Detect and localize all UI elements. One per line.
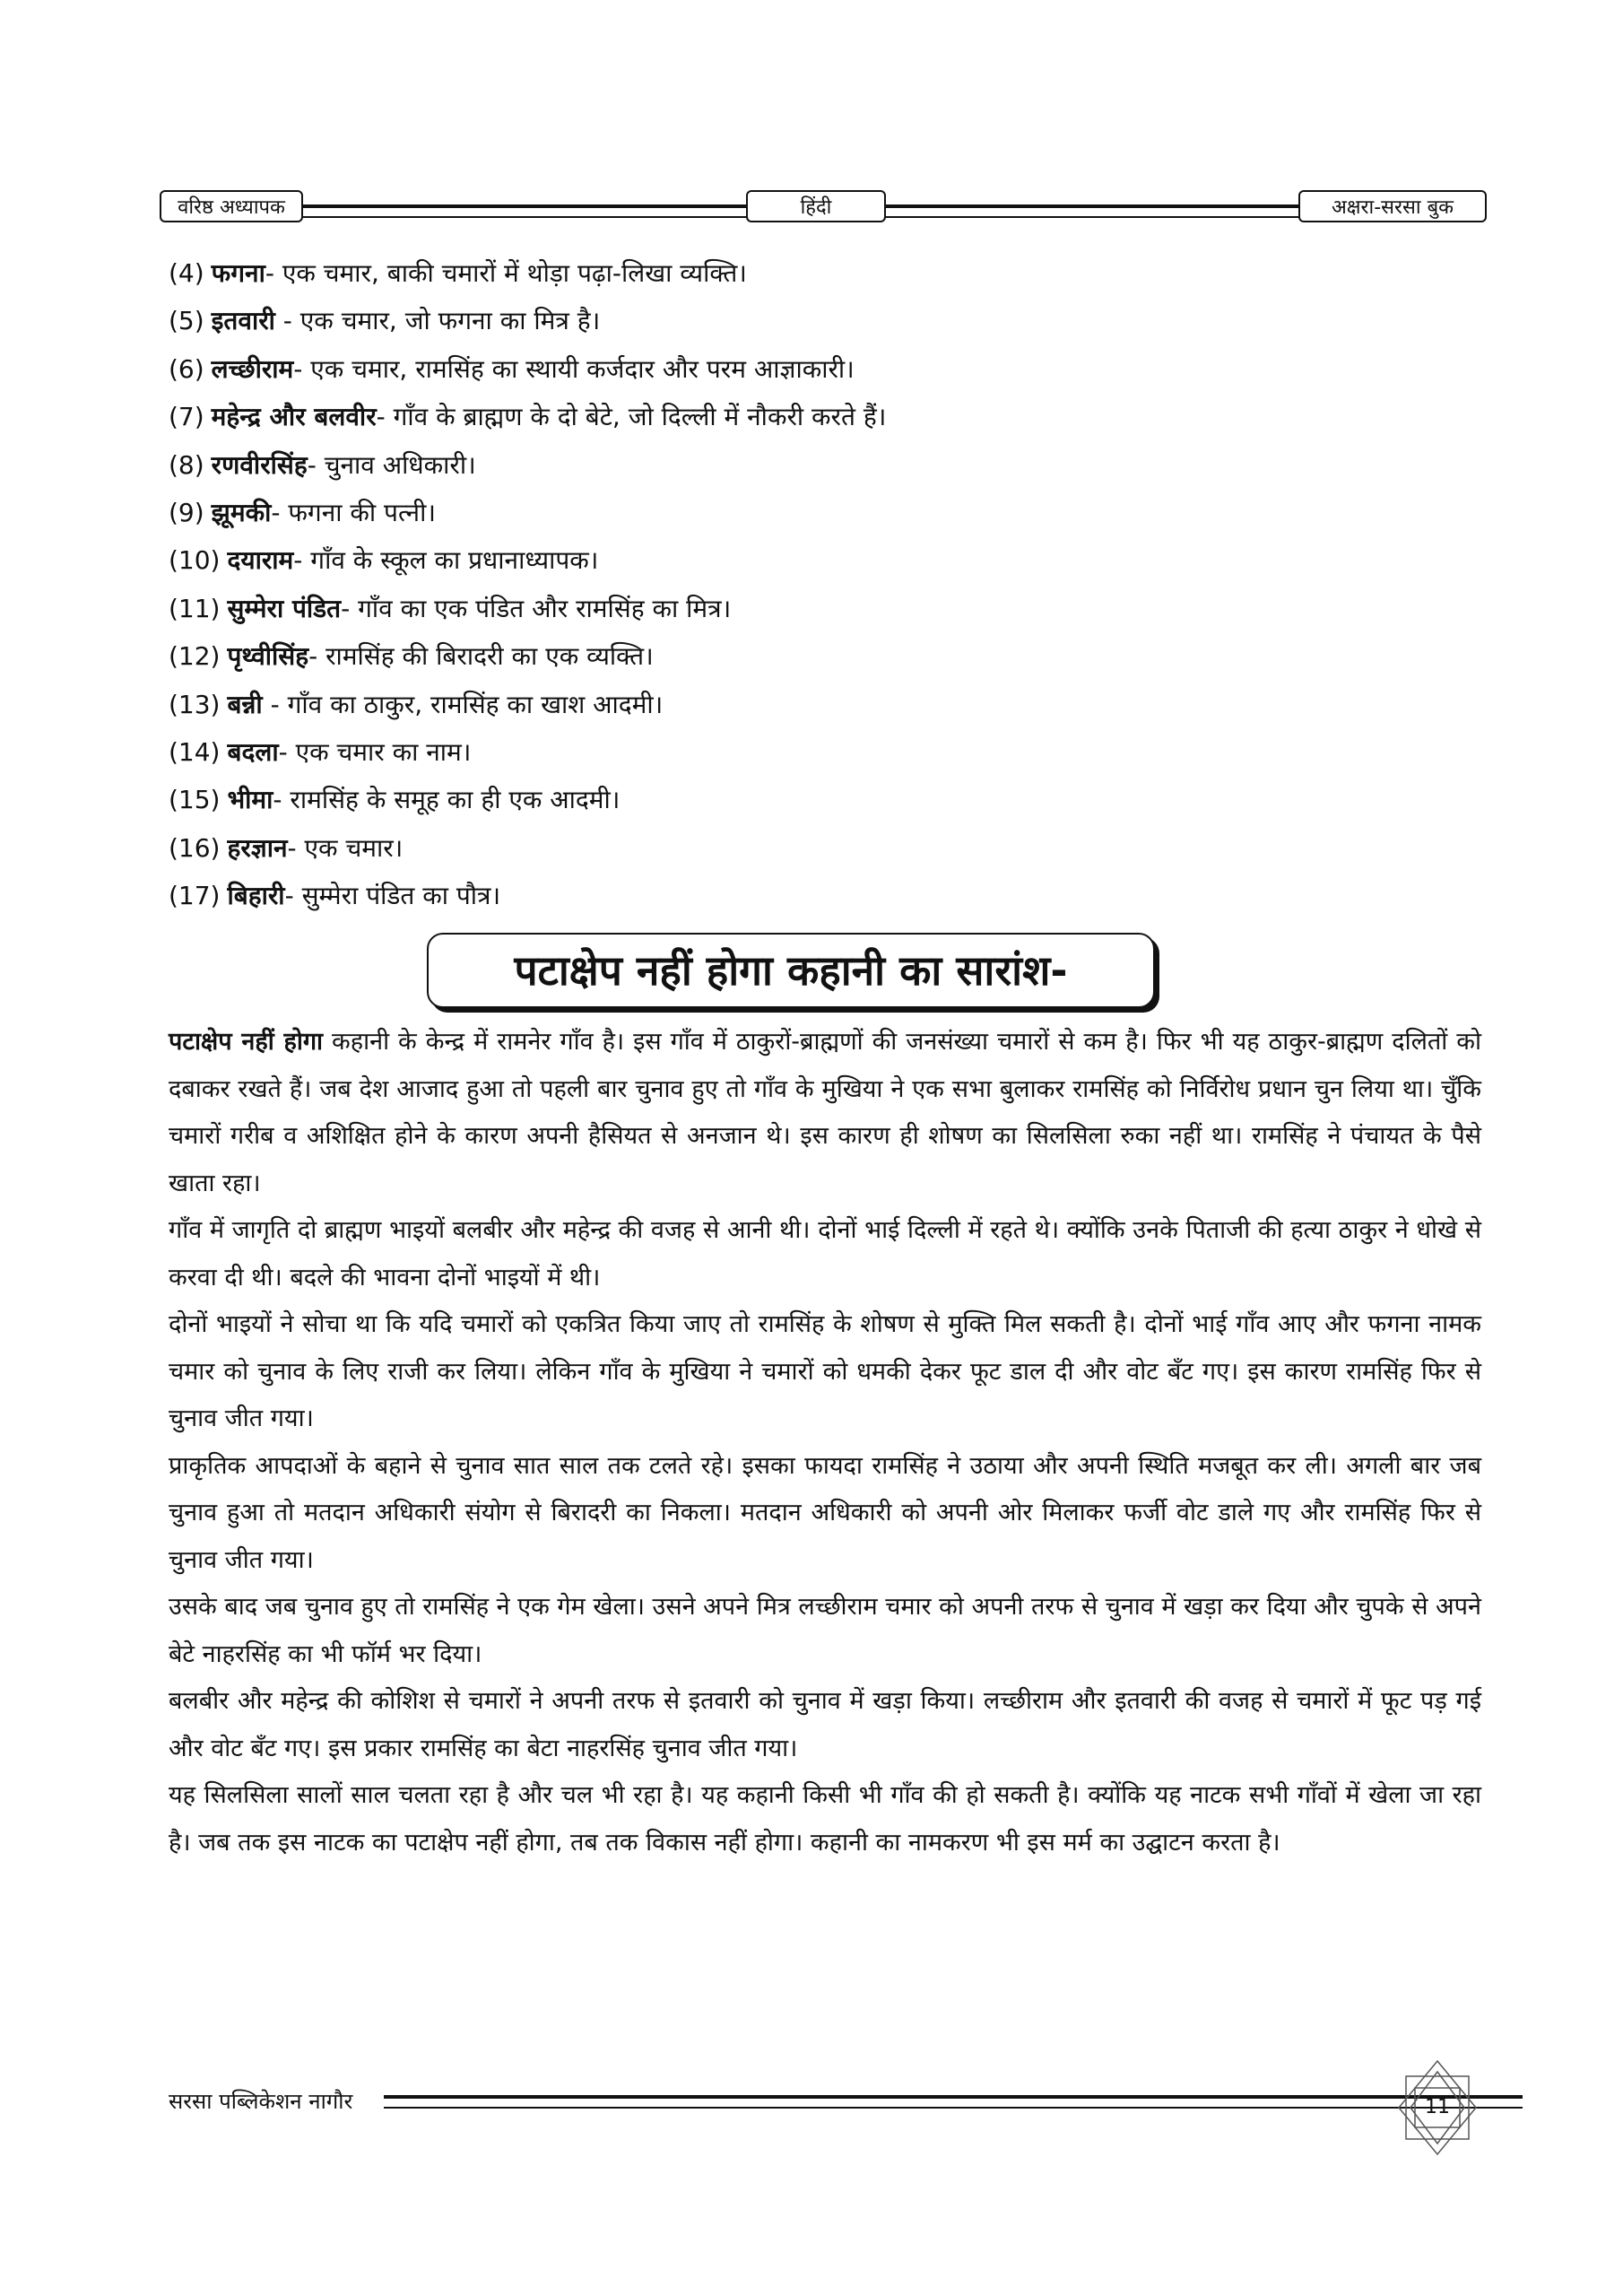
summary-paragraph-6: बलबीर और महेन्द्र की कोशिश से चमारों ने अपनी तरफ से इतवारी को चुनाव में खड़ा किया। लच्छीराम और इतवारी की वजह से चमारों में फूट पड़ गई और वोट बँट गए। इस प्रकार रामसिंह का बेटा नाहरसिंह चुनाव जीत गया। bbox=[169, 1687, 1481, 1762]
character-item bbox=[169, 249, 1478, 297]
character-item bbox=[169, 824, 1478, 872]
character-description: - एक चमार, जो फगना का मित्र है। bbox=[274, 306, 601, 336]
character-item bbox=[169, 872, 1478, 919]
character-number: (14) bbox=[169, 736, 221, 767]
character-name: हरज्ञान bbox=[227, 832, 288, 863]
character-description: - एक चमार। bbox=[287, 832, 404, 863]
character-item bbox=[169, 728, 1478, 776]
character-item bbox=[169, 441, 1478, 489]
character-description: - फगना की पत्नी। bbox=[271, 497, 436, 527]
summary-paragraph-4: प्राकृतिक आपदाओं के बहाने से चुनाव सात साल तक टलते रहे। इसका फायदा रामसिंह ने उठाया और अपनी स्थिति मजबूत कर ली। अगली बार जब चुनाव हुआ तो मतदान अधिकारी संयोग से बिरादरी का निकला। मतदान अधिकारी को अपनी ओर मिलाकर फर्जी वोट डाले गए और रामसिंह फिर से चुनाव जीत गया। bbox=[169, 1451, 1481, 1574]
character-description: - रामसिंह के समूह का ही एक आदमी। bbox=[273, 785, 621, 815]
character-number: (5) bbox=[169, 306, 204, 336]
character-name: फगना bbox=[211, 258, 265, 288]
page-header bbox=[160, 190, 1487, 226]
character-description: - गाँव के ब्राह्मण के दो बेटे, जो दिल्ली में नौकरी करते हैं। bbox=[376, 402, 887, 432]
character-description: - एक चमार, रामसिंह का स्थायी कर्जदार और परम आज्ञाकारी। bbox=[293, 353, 855, 384]
character-number: (15) bbox=[169, 785, 221, 815]
character-item bbox=[169, 681, 1478, 728]
character-name: महेन्द्र और बलवीर bbox=[211, 402, 377, 432]
character-item bbox=[169, 776, 1478, 823]
character-list bbox=[169, 249, 1478, 919]
character-name: लच्छीराम bbox=[211, 353, 294, 384]
header-left-label: वरिष्ठ अध्यापक bbox=[160, 190, 303, 222]
character-name: दयाराम bbox=[227, 545, 294, 576]
footer-rule bbox=[384, 2095, 1523, 2109]
character-name: इतवारी bbox=[211, 306, 275, 336]
character-number: (10) bbox=[169, 545, 221, 576]
character-name: झूमकी bbox=[211, 497, 272, 527]
character-item bbox=[169, 393, 1478, 440]
summary-paragraph-7: यह सिलसिला सालों साल चलता रहा है और चल भी रहा है। यह कहानी किसी भी गाँव की हो सकती है। क्योंकि यह नाटक सभी गाँवों में खेला जा रहा है। जब तक इस नाटक का पटाक्षेप नहीं होगा, तब तक विकास नहीं होगा। कहानी का नामकरण भी इस मर्म का उद्घाटन करता है। bbox=[169, 1781, 1481, 1857]
summary-lead: पटाक्षेप नहीं होगा bbox=[169, 1028, 324, 1056]
character-number: (13) bbox=[169, 689, 221, 719]
character-number: (6) bbox=[169, 353, 204, 384]
character-item bbox=[169, 536, 1478, 584]
summary-body bbox=[169, 1019, 1481, 1866]
character-number: (11) bbox=[169, 593, 221, 623]
summary-paragraph-1 bbox=[169, 1019, 1481, 1207]
character-description: - सुम्मेरा पंडित का पौत्र। bbox=[284, 881, 501, 911]
summary-paragraph-3: दोनों भाइयों ने सोचा था कि यदि चमारों को एकत्रित किया जाए तो रामसिंह के शोषण से मुक्ति मिल सकती है। दोनों भाई गाँव आए और फगना नामक चमार को चुनाव के लिए राजी कर लिया। लेकिन गाँव के मुखिया ने चमारों को धमकी देकर फूट डाल दी और वोट बँट गए। इस कारण रामसिंह फिर से चुनाव जीत गया। bbox=[169, 1310, 1481, 1432]
character-description: - गाँव का एक पंडित और रामसिंह का मित्र। bbox=[341, 593, 732, 623]
character-description: - गाँव के स्कूल का प्रधानाध्यापक। bbox=[293, 545, 599, 576]
character-item bbox=[169, 489, 1478, 536]
character-item bbox=[169, 632, 1478, 680]
character-name: बिहारी bbox=[227, 881, 285, 911]
character-item bbox=[169, 585, 1478, 632]
character-name: बदला bbox=[227, 736, 279, 767]
section-title: पटाक्षेप नहीं होगा कहानी का सारांश- bbox=[427, 933, 1155, 1008]
character-number: (4) bbox=[169, 258, 204, 288]
character-name: बन्नी bbox=[227, 689, 263, 719]
character-name: पृथ्वीसिंह bbox=[227, 641, 309, 672]
publisher-name: सरसा पब्लिकेशन नागौर bbox=[169, 2089, 353, 2114]
summary-paragraph-1-text: कहानी के केन्द्र में रामनेर गाँव है। इस गाँव में ठाकुरों-ब्राह्मणों की जनसंख्या चमारों से कम है। फिर भी यह ठाकुर-ब्राह्मण दलितों को दबाकर रखते हैं। जब देश आजाद हुआ तो पहली बार चुनाव हुए तो गाँव के मुखिया ने एक सभा बुलाकर रामसिंह को निर्विरोध प्रधान चुन लिया था। चुँकि चमारों गरीब व अशिक्षित होने के कारण अपनी हैसियत से अनजान थे। इस कारण ही शोषण का सिलसिला रुका नहीं था। रामसिंह ने पंचायत के पैसे खाता रहा। bbox=[169, 1028, 1481, 1197]
character-number: (9) bbox=[169, 497, 204, 527]
character-number: (17) bbox=[169, 881, 221, 911]
character-name: सुम्मेरा पंडित bbox=[227, 593, 342, 623]
character-number: (8) bbox=[169, 449, 204, 480]
character-description: - एक चमार का नाम। bbox=[278, 736, 472, 767]
character-name: भीमा bbox=[227, 785, 273, 815]
character-number: (7) bbox=[169, 402, 204, 432]
page-number: 11 bbox=[1425, 2096, 1450, 2118]
character-description: - गाँव का ठाकुर, रामसिंह का खाश आदमी। bbox=[262, 689, 664, 719]
character-number: (16) bbox=[169, 832, 221, 863]
header-book-label: अक्षरा-सरसा बुक bbox=[1298, 190, 1487, 222]
character-item bbox=[169, 297, 1478, 344]
character-number: (12) bbox=[169, 641, 221, 672]
character-item bbox=[169, 345, 1478, 393]
header-subject-label: हिंदी bbox=[746, 190, 886, 222]
summary-paragraph-5: उसके बाद जब चुनाव हुए तो रामसिंह ने एक गेम खेला। उसने अपने मित्र लच्छीराम चमार को अपनी तरफ से चुनाव में खड़ा कर दिया और चुपके से अपने बेटे नाहरसिंह का भी फॉर्म भर दिया। bbox=[169, 1593, 1481, 1668]
character-description: - रामसिंह की बिरादरी का एक व्यक्ति। bbox=[308, 641, 654, 672]
page-footer bbox=[169, 2054, 1487, 2161]
summary-paragraph-2: गाँव में जागृति दो ब्राह्मण भाइयों बलबीर और महेन्द्र की वजह से आनी थी। दोनों भाई दिल्ली में रहते थे। क्योंकि उनके पिताजी की हत्या ठाकुर ने धोखे से करवा दी थी। बदले की भावना दोनों भाइयों में थी। bbox=[169, 1216, 1481, 1292]
character-name: रणवीरसिंह bbox=[211, 449, 308, 480]
character-description: - एक चमार, बाकी चमारों में थोड़ा पढ़ा-लिखा व्यक्ति। bbox=[265, 258, 747, 288]
character-description: - चुनाव अधिकारी। bbox=[307, 449, 476, 480]
